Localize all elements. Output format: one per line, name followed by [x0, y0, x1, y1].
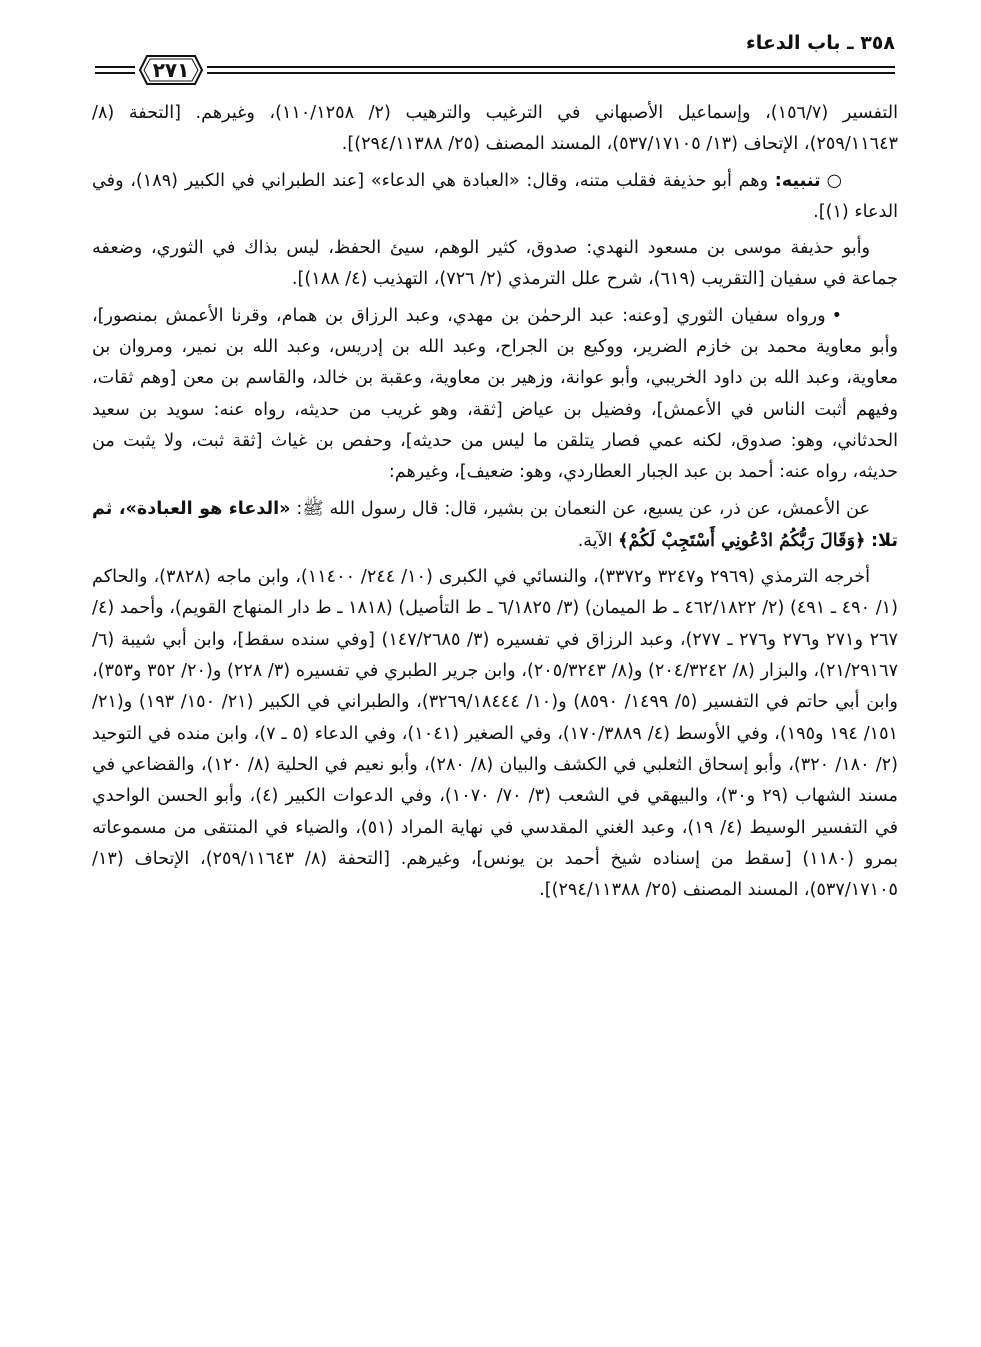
header-rule — [95, 72, 135, 74]
header-rule — [207, 72, 895, 74]
note-label: تنبيه: — [774, 170, 821, 191]
circle-marker-icon: ○ — [826, 170, 842, 191]
running-title: ٣٥٨ ـ باب الدعاء — [746, 32, 895, 54]
paragraph-narrator-grading: وأبو حذيفة موسى بن مسعود النهدي: صدوق، كثير الوهم، سيئ الحفظ، ليس بذاك في الثوري، وضعفه جماعة في سفيان [التقريب (٦١٩)، شرح علل الترمذي (٢/ ٧٢٦)، التهذيب (٤/ ١٨٨)]. — [92, 238, 898, 290]
paragraph-transmission — [92, 301, 898, 489]
page-body — [92, 98, 898, 1323]
transmission-text: ورواه سفيان الثوري [وعنه: عبد الرحمٰن بن مهدي، وعبد الرزاق بن همام، وقرنا الأعمش بمنصور]، وأبو معاوية محمد بن خازم الضرير، ووكيع بن الجراح، وعبد الله بن إدريس، وعبد الله بن نمير، ومروان بن معاوية، وعبد الله بن داود الخريبي، وأبو عوانة، وزهير بن معاوية، وعقبة بن خالد، والقاسم بن معن [وهم ثقات، وفيهم أثبت الناس في الأعمش]، وفضيل بن عياض [ثقة، وهو غريب من حديثه، رواه عنه: سويد بن سعيد الحدثاني، وهو: صدوق، لكنه عمي فصار يتلقن ما ليس من حديثه]، وحفص بن غياث [ثقة ثبت، ولا يثبت من حديثه، رواه عنه: أحمد بن عبد الجبار العطاردي، وهو: ضعيف]، وغيرهم: — [92, 305, 898, 483]
header-rule — [95, 66, 135, 68]
page-number: ٢٧١ — [152, 58, 190, 82]
paragraph-hadith — [92, 494, 898, 558]
quran-verse: ﴿وَقَالَ رَبُّكُمُ ادْعُونِي أَسْتَجِبْ لَكُمْ﴾ — [618, 529, 866, 551]
page-number-frame — [139, 54, 203, 86]
hadith-connector: ، ثم تلا: — [92, 498, 898, 551]
paragraph-note — [92, 166, 898, 229]
hadith-tail: الآية. — [577, 530, 613, 551]
page-header — [95, 30, 895, 90]
paragraph-citations-continued: التفسير (١٥٦/٧)، وإسماعيل الأصبهاني في الترغيب والترهيب (٢/ ١١٠/١٢٥٨)، وغيرهم. [التحفة (٨/ ٢٥٩/١١٦٤٣)، الإتحاف (١٣/ ٥٣٧/١٧١٠٥)، المسند المصنف (٢٥/ ٢٩٤/١١٣٨٨)]. — [92, 103, 898, 155]
header-rule — [207, 66, 895, 68]
hadith-text: «الدعاء هو العبادة» — [125, 498, 291, 519]
bullet-marker-icon: • — [831, 305, 842, 326]
note-text: وهم أبو حذيفة فقلب متنه، وقال: «العبادة هي الدعاء» [عند الطبراني في الكبير (١٨٩)، وفي الدعاء (١)]. — [92, 170, 898, 222]
hadith-chain: عن الأعمش، عن ذر، عن يسيع، عن النعمان بن بشير، قال: قال رسول الله ﷺ: — [296, 498, 870, 519]
paragraph-takhrij: أخرجه الترمذي (٢٩٦٩ و٣٢٤٧ و٣٣٧٢)، والنسائي في الكبرى (١٠/ ٢٤٤/ ١١٤٠٠)، وابن ماجه (٣٨٢٨)، والحاكم (١/ ٤٩٠ ـ ٤٩١) (٢/ ٤٦٢/١٨٢٢ ـ ط الميمان) (٣/ ٦/١٨٢٥ ـ ط التأصيل) (١٨١٨ ـ ط دار المنهاج القويم)، وأحمد (٤/ ٢٦٧ و٢٧١ و٢٧٦ و٢٧٦ ـ ٢٧٧)، وعبد الرزاق في تفسيره (٣/ ١٤٧/٢٦٨٥) [وفي سنده سقط]، وابن أبي شيبة (٦/ ٢١/٢٩١٦٧)، والبزار (٨/ ٢٠٤/٣٢٤٢) و(٨/ ٢٠٥/٣٢٤٣)، وابن جرير الطبري في تفسيره (٣/ ٢٢٨) و(٢٠/ ٣٥٢ و٣٥٣)، وابن أبي حاتم في التفسير (٥/ ١٤٩٩/ ٨٥٩٠) و(١٠/ ٣٢٦٩/١٨٤٤٤)، والطبراني في الكبير (٢١/ ١٥٠/ ١٩٣) و(٢١/ ١٥١/ ١٩٤ و١٩٥)، وفي الأوسط (٤/ ١٧٠/٣٨٨٩)، وفي الصغير (١٠٤١)، وفي الدعاء (٥ ـ ٧)، وابن منده في التوحيد (٢/ ١٨٠/ ٣٢٠)، وأبو إسحاق الثعلبي في الكشف والبيان (٨/ ٢٨٠)، وأبو نعيم في الحلية (٨/ ١٢٠)، والقضاعي في مسند الشهاب (٢٩ و٣٠)، والبيهقي في الشعب (٣/ ٧٠/ ١٠٧٠)، وفي الدعوات الكبير (٤)، وأبو الحسن الواحدي في التفسير الوسيط (٤/ ١٩)، وعبد الغني المقدسي في نهاية المراد (٥١)، والضياء في المنتقى من مسموعاته بمرو (١١٨٠) [سقط من إسناده شيخ أحمد بن يونس]، وغيرهم. [التحفة (٨/ ٢٥٩/١١٦٤٣)، الإتحاف (١٣/ ٥٣٧/١٧١٠٥)، المسند المصنف (٢٥/ ٢٩٤/١١٣٨٨)]. — [92, 567, 898, 901]
